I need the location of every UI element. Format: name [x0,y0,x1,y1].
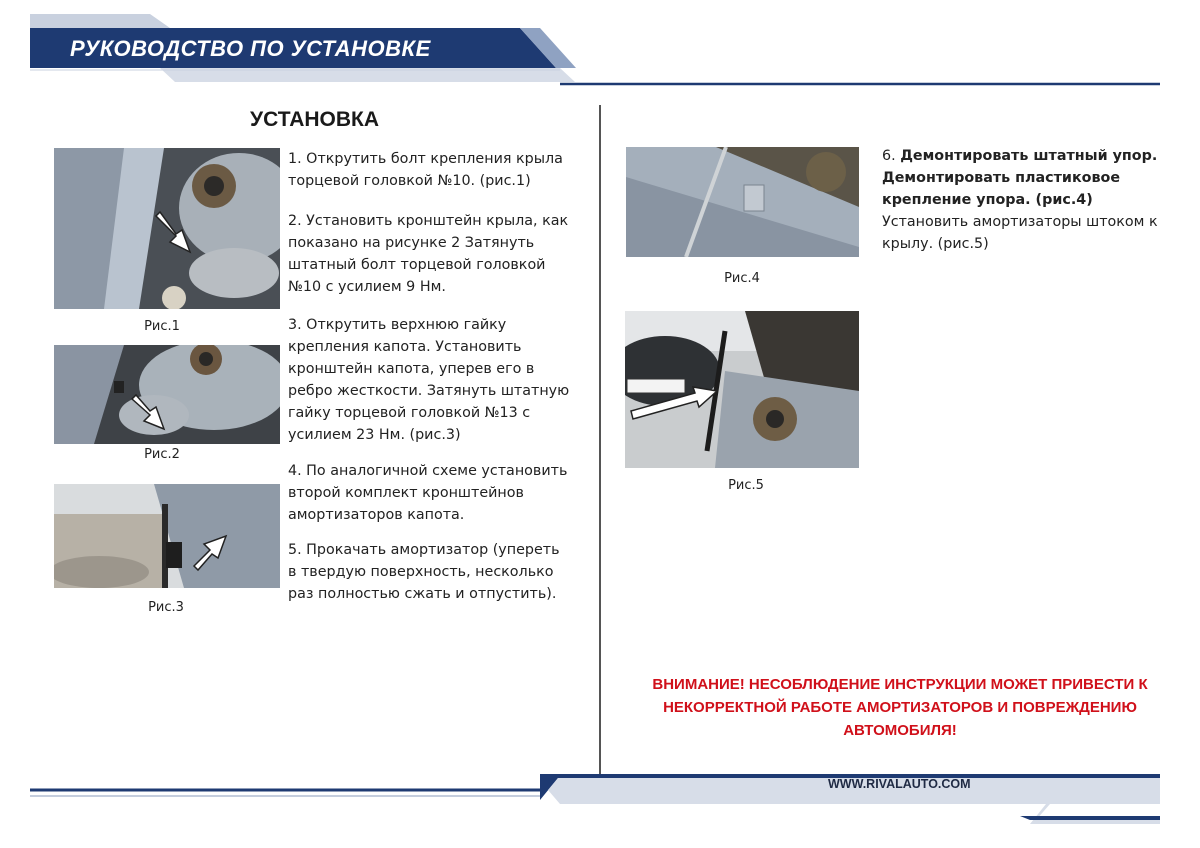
column-divider [599,105,601,775]
figure-4-caption: Рис.4 [724,271,760,286]
step-4-text: 4. По аналогичной схеме установить второй комплект кронштейнов амортизаторов капота. [288,463,568,523]
step-6-suffix: Установить амортизаторы штоком к крылу. (рис.5) [882,214,1158,252]
warning-text: ВНИМАНИЕ! НЕСОБЛЮДЕНИЕ ИНСТРУКЦИИ МОЖЕТ ПРИВЕСТИ К НЕКОРРЕКТНОЙ РАБОТЕ АМОРТИЗАТОРОВ И ПОВРЕЖДЕНИЮ АВТОМОБИЛЯ! [652,676,1148,739]
step-6-text [882,145,1167,255]
step-6-bold: Демонтировать штатный упор. Демонтировать пластиковое крепление упора. (рис.4) [882,148,1158,208]
figure-3-photo [54,484,280,588]
header-title: РУКОВОДСТВО ПО УСТАНОВКЕ [70,36,431,61]
step-3-text: 3. Открутить верхнюю гайку крепления капота. Установить кронштейн капота, уперев его в ребро жесткости. Затянуть штатную гайку торцевой головкой №13 с усилием 23 Нм. (рис.3) [288,317,570,443]
section-title: УСТАНОВКА [250,108,380,131]
figure-1-photo [54,148,280,309]
footer-website-link[interactable]: WWW.RIVALAUTO.COM [828,777,971,791]
figure-2-caption: Рис.2 [144,447,180,462]
figure-1-caption: Рис.1 [144,319,180,334]
figure-2-photo [54,345,280,444]
step-2-text: 2. Установить кронштейн крыла, как показано на рисунке 2 Затянуть штатный болт торцевой головкой №10 с усилием 9 Нм. [288,213,569,295]
figure-5-photo [625,311,859,468]
footer-banner [0,760,1200,848]
figure-4-photo [626,147,859,257]
step-5-text: 5. Прокачать амортизатор (упереть в твердую поверхность, несколько раз полностью сжать и отпустить). [288,542,560,602]
step-1-text: 1. Открутить болт крепления крыла торцевой головкой №10. (рис.1) [288,151,563,189]
figure-5-caption: Рис.5 [728,478,764,493]
figure-3-caption: Рис.3 [148,600,184,615]
step-6-prefix: 6. [882,148,901,164]
